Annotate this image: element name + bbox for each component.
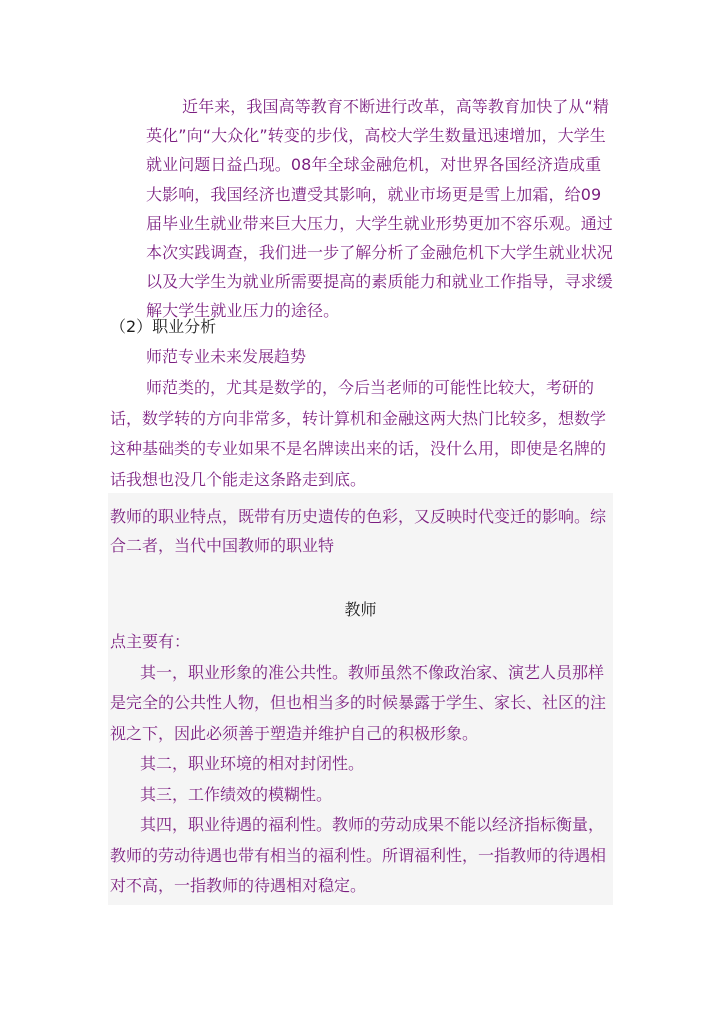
intro-paragraph: 近年来，我国高等教育不断进行改革，高等教育加快了从“精英化”向“大众化”转变的步伐，高校大学生数量迅速增加，大学生就业问题日益凸现。08年全球金融危机，对世界各国经济造成重大影响，我国经济也遭受其影响，就业市场更是雪上加霜，给09届毕业生就业带来巨大压力，大学生就业形势更加不容乐观。通过本次实践调查，我们进一步了解分析了金融危机下大学生就业状况以及大学生为就业所需要提高的素质能力和就业工作指导，寻求缓解大学生就业压力的途径。 [146, 97, 613, 321]
teacher-continued-text: 点主要有： [110, 632, 191, 651]
teacher-point-2: 其二，职业环境的相对封闭性。 [140, 754, 365, 773]
teacher-point-4: 其四，职业待遇的福利性。教师的劳动成果不能以经济指标衡量，教师的劳动待遇也带有相当的福利性。所谓福利性，一指教师的待遇相对不高，一指教师的待遇相对稳定。 [110, 815, 607, 895]
teacher-intro-paragraph: 教师的职业特点，既带有历史遗传的色彩，又反映时代变迁的影响。综合二者，当代中国教师的职业特 [110, 507, 607, 555]
teacher-point-1: 其一，职业形象的准公共性。教师虽然不像政治家、演艺人员那样是完全的公共性人物，但也相当多的时候暴露于学生、家长、社区的注视之下，因此必须善于塑造并维护自己的积极形象。 [110, 662, 607, 743]
major-trend-paragraph: 师范类的，尤其是数学的，今后当老师的可能性比较大，考研的话，数学转的方向非常多，转计算机和金融这两大热门比较多，想数学这种基础类的专业如果不是名牌读出来的话，没什么用，即使是名牌的话我想也没几个能走这条路走到底。 [110, 378, 607, 489]
section-title: （2）职业分析 [110, 317, 217, 336]
major-trend-section [110, 373, 615, 495]
teacher-points-section [110, 627, 615, 902]
intro-section [146, 92, 616, 326]
teacher-intro-section [110, 502, 615, 560]
section-subtitle: 师范专业未来发展趋势 [146, 347, 307, 366]
teacher-center-label: 教师 [344, 600, 377, 619]
teacher-point-3: 其三，工作绩效的模糊性。 [140, 784, 333, 804]
